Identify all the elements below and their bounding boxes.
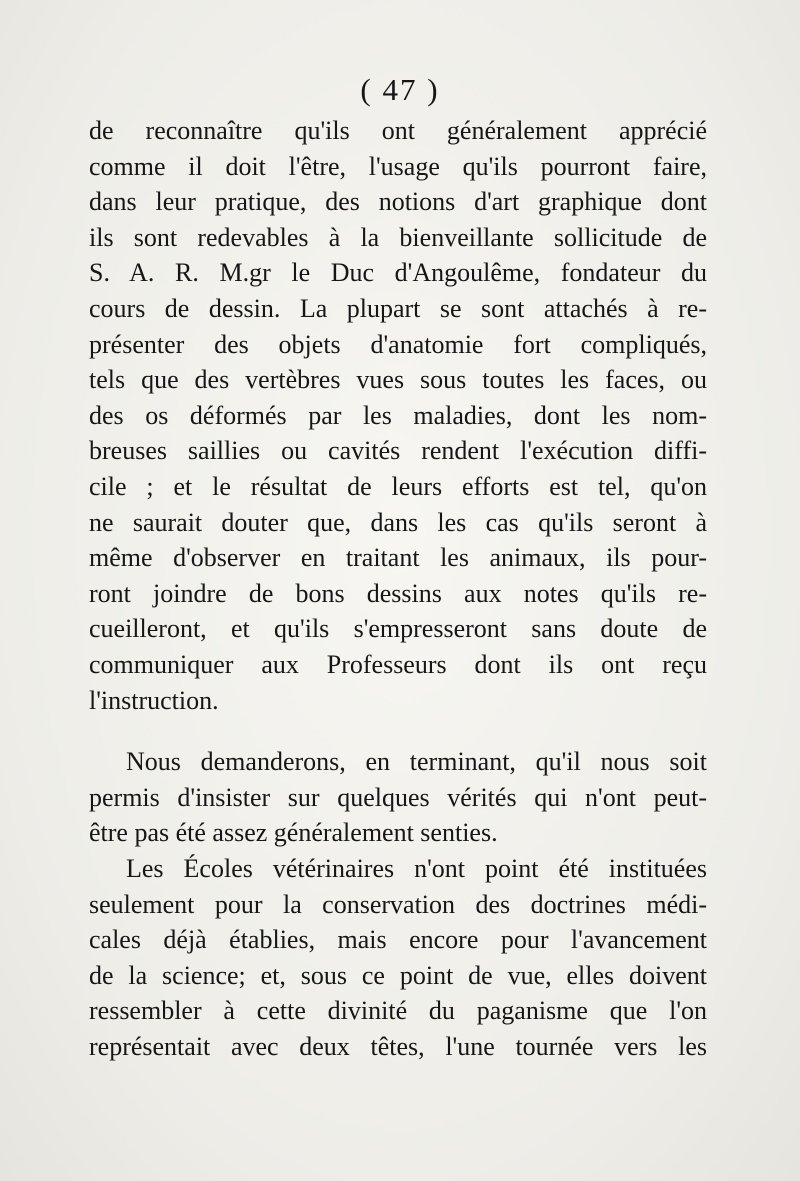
paragraph-3	[89, 851, 707, 1065]
text-line: S. A. R. M.gr le Duc d'Angoulême, fondateur du	[89, 258, 707, 288]
text-line: comme il doit l'être, l'usage qu'ils pourront faire,	[89, 151, 707, 181]
text-line: de reconnaître qu'ils ont généralement apprécié	[89, 116, 707, 145]
text-line: ront joindre de bons dessins aux notes qu'ils re-	[89, 578, 707, 608]
page-number: ( 47 )	[360, 72, 440, 107]
text-line: être pas été assez généralement senties.	[89, 818, 498, 848]
text-line: présenter des objets d'anatomie fort compliqués,	[89, 329, 707, 359]
text-line: Les Écoles vétérinaires n'ont point été instituées	[126, 854, 707, 883]
text-line: même d'observer en traitant les animaux, ils pour-	[89, 543, 707, 573]
text-line: seulement pour la conservation des doctrines médi-	[89, 889, 707, 919]
paragraph-2	[89, 744, 707, 851]
text-line: représentait avec deux têtes, l'une tournée vers les	[89, 1031, 707, 1061]
text-line: dans leur pratique, des notions d'art graphique dont	[89, 187, 707, 217]
text-line: cile ; et le résultat de leurs efforts est tel, qu'on	[89, 471, 707, 501]
text-line: communiquer aux Professeurs dont ils ont reçu	[89, 649, 707, 679]
paragraph-1	[89, 113, 707, 718]
text-line: permis d'insister sur quelques vérités qui n'ont peut-	[89, 782, 707, 812]
text-line: l'instruction.	[89, 685, 219, 715]
text-line: Nous demanderons, en terminant, qu'il nous soit	[126, 747, 707, 776]
text-line: des os déformés par les maladies, dont les nom-	[89, 400, 707, 430]
text-line: cours de dessin. La plupart se sont attachés à re-	[89, 293, 707, 323]
text-line: ne saurait douter que, dans les cas qu'ils seront à	[89, 507, 707, 537]
text-line: cales déjà établies, mais encore pour l'avancement	[89, 925, 707, 955]
text-line: tels que des vertèbres vues sous toutes les faces, ou	[89, 365, 707, 395]
text-line: ils sont redevables à la bienveillante sollicitude de	[89, 222, 707, 252]
text-line: ressembler à cette divinité du paganisme que l'on	[89, 996, 707, 1026]
text-line: breuses saillies ou cavités rendent l'exécution diffi-	[89, 436, 707, 466]
text-line: de la science; et, sous ce point de vue, elles doivent	[89, 960, 707, 990]
text-line: cueilleront, et qu'ils s'empresseront sans doute de	[89, 614, 707, 644]
